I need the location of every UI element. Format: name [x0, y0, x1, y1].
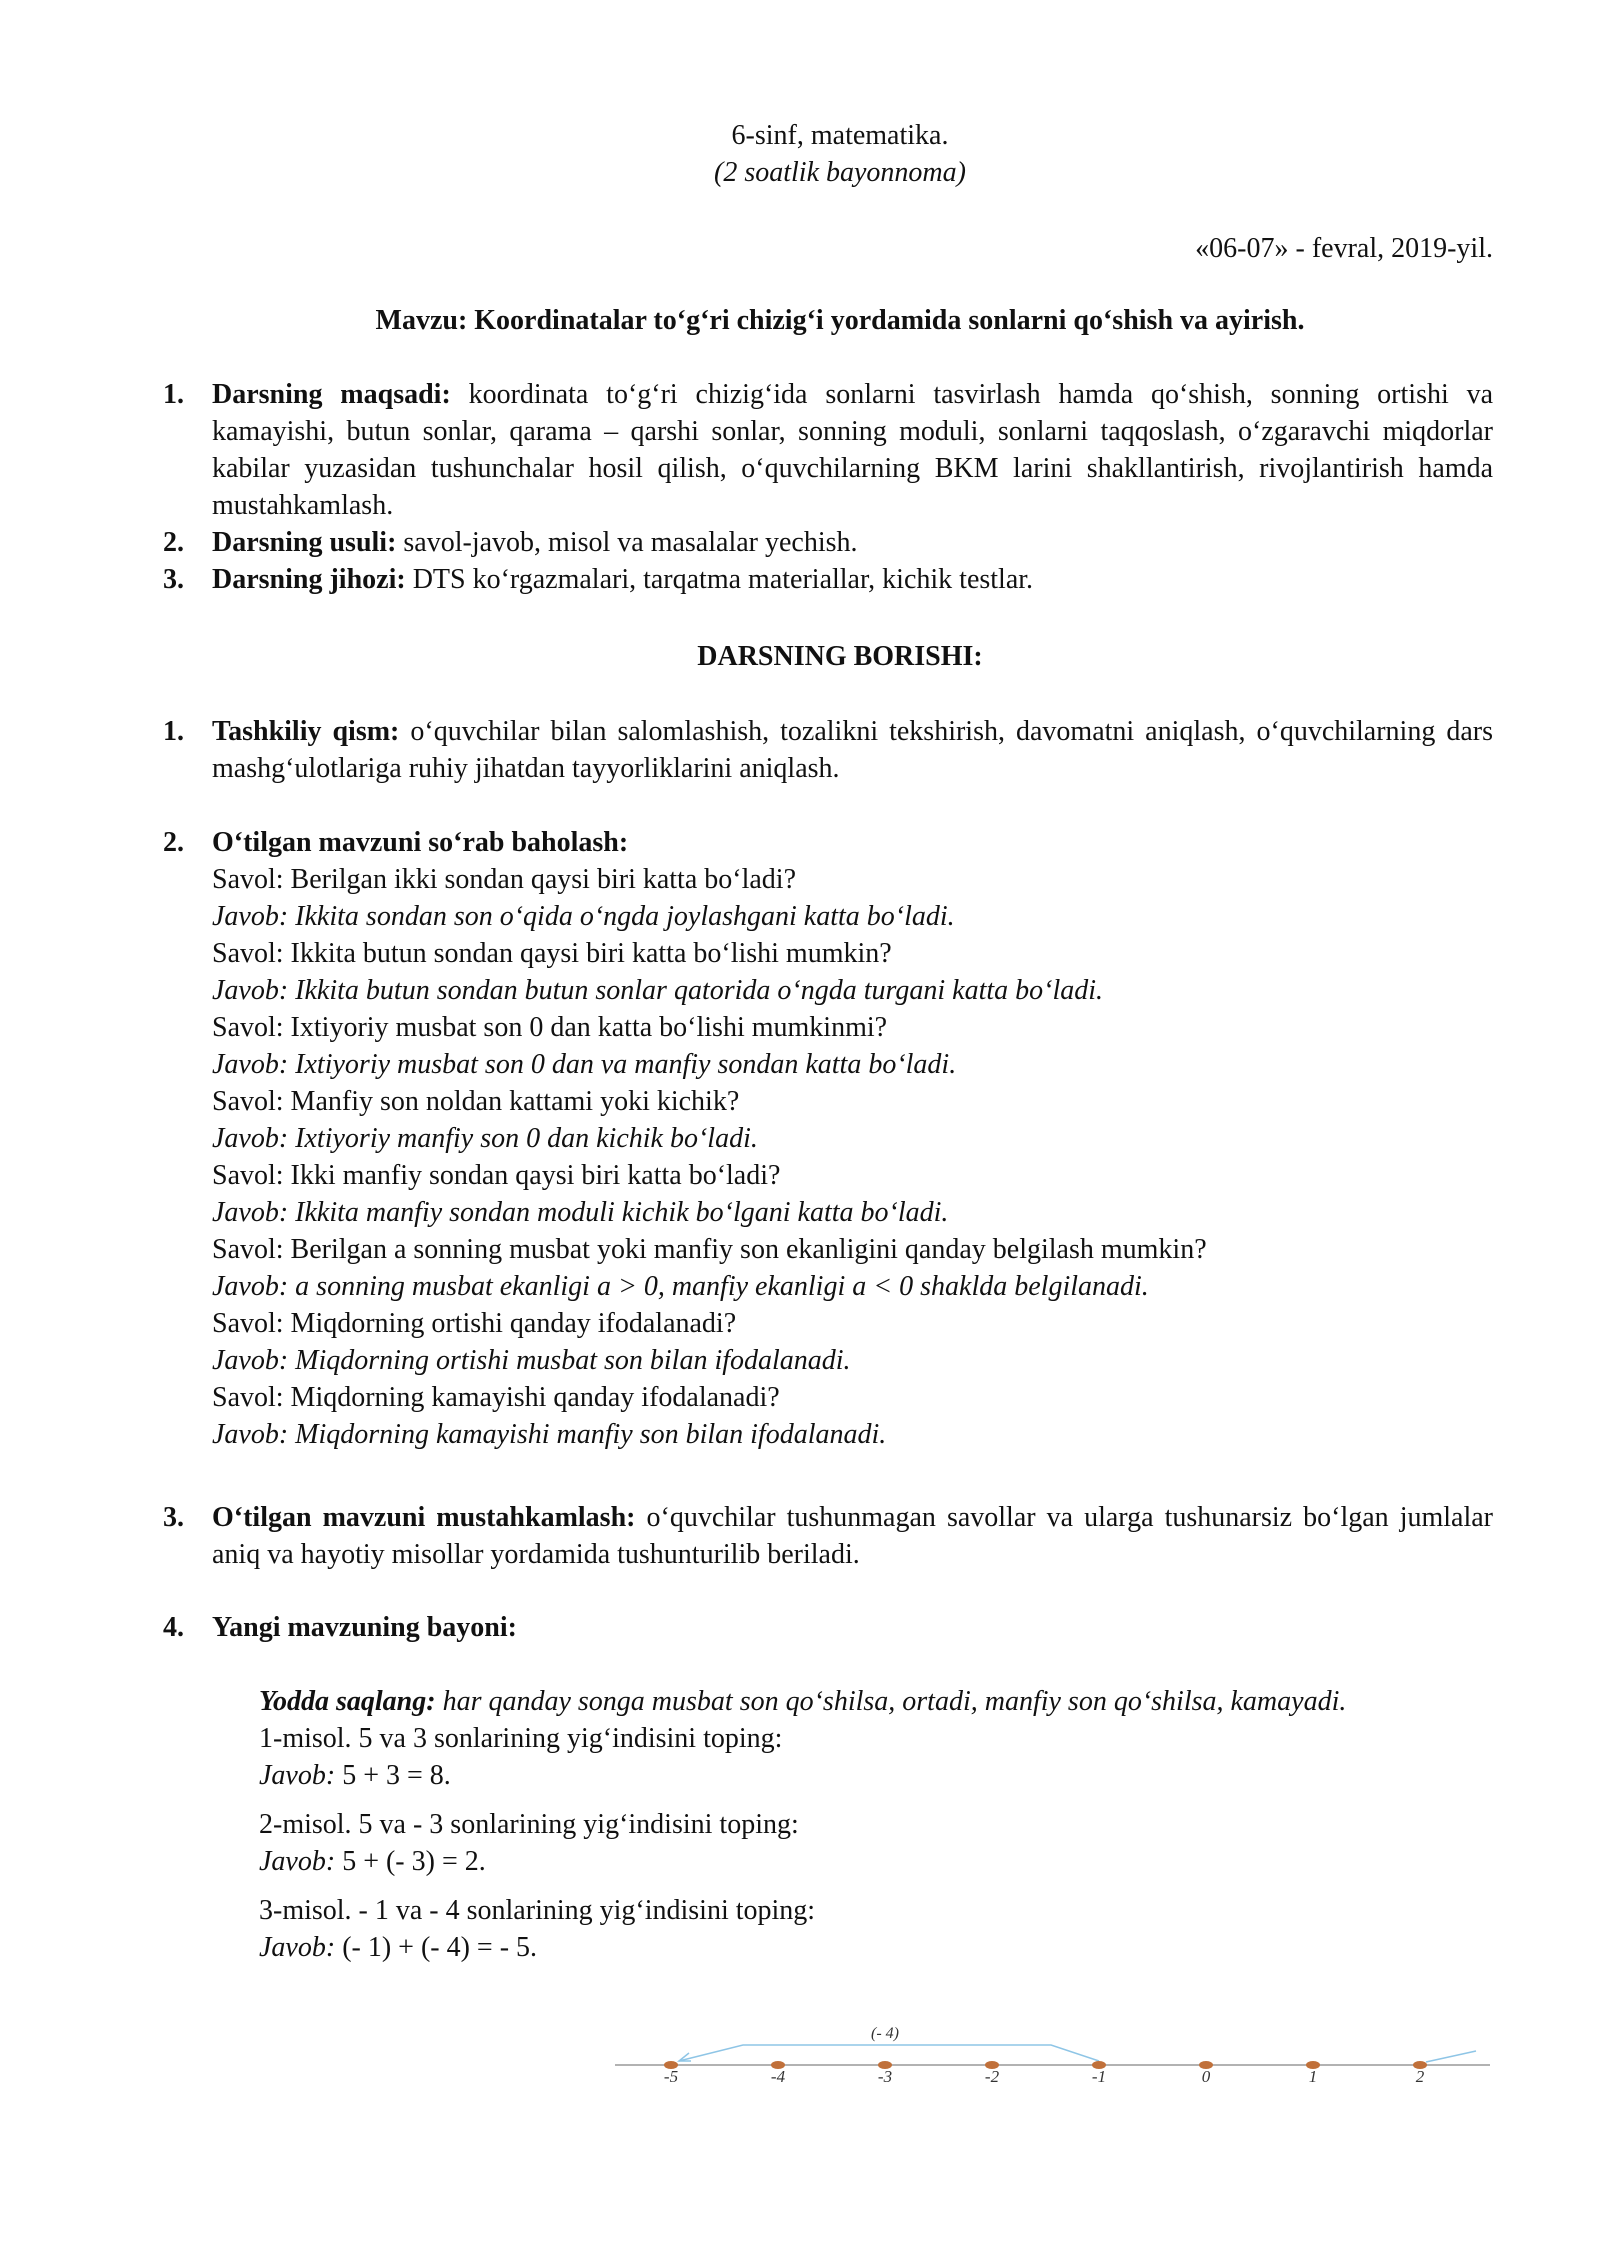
example-answer	[259, 1929, 1493, 1966]
tick-label: -5	[663, 2067, 679, 2084]
new-topic-heading	[0, 1609, 1600, 1646]
example-task: 1-misol. 5 va 3 sonlarining yig‘indisini toping:	[259, 1723, 783, 1754]
answer	[212, 1416, 1600, 1453]
item-label: O‘tilgan mavzuni mustahkamlash:	[212, 1502, 636, 1533]
lesson-duration	[0, 154, 1600, 191]
item-number: 3.	[163, 1502, 184, 1533]
review-section	[0, 824, 1600, 1453]
answer-text: Javob: a sonning musbat ekanligi a > 0, manfiy ekanligi a < 0 shaklda belgilanadi.	[212, 1271, 1149, 1302]
question: Savol: Miqdorning kamayishi qanday ifodalanadi?	[212, 1382, 780, 1413]
remember-text: har qanday songa musbat son qo‘shilsa, ortadi, manfiy son qo‘shilsa, kamayadi.	[435, 1686, 1347, 1717]
answer-label: Javob:	[259, 1760, 336, 1791]
item-label: O‘tilgan mavzuni so‘rab baholash:	[212, 827, 629, 858]
tick-label: 1	[1308, 2067, 1318, 2084]
item-number: 1.	[163, 716, 184, 747]
start-arrow	[1426, 2051, 1476, 2062]
remember-label: Yodda saqlang:	[259, 1686, 436, 1717]
answer	[212, 1268, 1600, 1305]
item-text: savol-javob, misol va masalalar yechish.	[396, 527, 858, 558]
tick-label: -1	[1091, 2067, 1107, 2084]
example-task: 2-misol. 5 va - 3 sonlarining yig‘indisini toping:	[259, 1809, 799, 1840]
example-answer	[259, 1757, 1493, 1794]
answer	[212, 1120, 1600, 1157]
item-number: 1.	[163, 379, 184, 410]
tick-label: -3	[877, 2067, 893, 2084]
item-text: o‘quvchilar tushunmagan savollar va ularga tushunarsiz bo‘lgan jumlalar aniq va hayotiy misollar yordamida tushunturilib beriladi.	[212, 1502, 1493, 1570]
answer-text: Javob: Ixtiyoriy musbat son 0 dan va manfiy sondan katta bo‘ladi.	[212, 1049, 957, 1080]
item-number: 3.	[163, 564, 184, 595]
answer	[212, 898, 1600, 935]
answer-text: Javob: Miqdorning ortishi musbat son bilan ifodalanadi.	[212, 1345, 851, 1376]
answer-text: Javob: Miqdorning kamayishi manfiy son bilan ifodalanadi.	[212, 1419, 887, 1450]
question: Savol: Ixtiyoriy musbat son 0 dan katta bo‘lishi mumkinmi?	[212, 1012, 888, 1043]
remember-note	[259, 1683, 1493, 1720]
example-answer	[259, 1843, 1493, 1880]
item-text: koordinata to‘g‘ri chizig‘ida sonlarni tasvirlash hamda qo‘shish, sonning ortishi va kamayishi, butun sonlar, qarama – qarshi sonlar, sonning moduli, sonlarni taqqoslash, o‘zgaravchi miqdorlar kabilar yuzasidan tushunchalar hosil qilish, o‘quvchilarning BKM larini shakllantirish, rivojlantirish hamda mustahkamlash.	[212, 379, 1494, 521]
lesson-duration-text: (2 soatlik bayonnoma)	[714, 157, 966, 188]
new-topic-section	[0, 1609, 1600, 1646]
organizational-part	[0, 713, 1600, 787]
lesson-date: «06-07» - fevral, 2019-yil.	[1195, 233, 1493, 264]
answer-formula: (- 1) + (- 4) = - 5.	[335, 1932, 538, 1963]
consolidation-item	[0, 1499, 1600, 1573]
answer-label: Javob:	[259, 1846, 336, 1877]
jump-arrow-minus-4	[679, 2045, 1099, 2061]
new-topic-body	[259, 1683, 1493, 1966]
org-item	[0, 713, 1600, 787]
answer	[212, 972, 1600, 1009]
intro-item-method	[0, 524, 1600, 561]
answer-text: Javob: Ikkita manfiy sondan moduli kichik bo‘lgani katta bo‘ladi.	[212, 1197, 949, 1228]
intro-item-equipment	[0, 561, 1600, 598]
answer-text: Javob: Ikkita butun sondan butun sonlar qatorida o‘ngda turgani katta bo‘ladi.	[212, 975, 1104, 1006]
question: Savol: Ikki manfiy sondan qaysi biri katta bo‘ladi?	[212, 1160, 781, 1191]
tick-label: -2	[984, 2067, 1000, 2084]
answer-formula: 5 + 3 = 8.	[335, 1760, 451, 1791]
question: Savol: Berilgan a sonning musbat yoki manfiy son ekanligini qanday belgilash mumkin?	[212, 1234, 1207, 1265]
question: Savol: Miqdorning ortishi qanday ifodalanadi?	[212, 1308, 737, 1339]
number-line	[615, 2024, 1495, 2084]
section-heading: DARSNING BORISHI:	[697, 641, 983, 672]
answer-text: Javob: Ixtiyoriy manfiy son 0 dan kichik bo‘ladi.	[212, 1123, 758, 1154]
tick-label: 0	[1201, 2067, 1211, 2084]
item-label: Darsning jihozi:	[212, 564, 406, 595]
item-number: 2.	[163, 527, 184, 558]
review-heading	[0, 824, 1600, 861]
item-label: Tashkiliy qism:	[212, 716, 400, 747]
question: Savol: Manfiy son noldan kattami yoki kichik?	[212, 1086, 740, 1117]
item-number: 2.	[163, 827, 184, 858]
answer-label: Javob:	[259, 1932, 336, 1963]
answer	[212, 1194, 1600, 1231]
answer	[212, 1046, 1600, 1083]
answer-formula: 5 + (- 3) = 2.	[335, 1846, 486, 1877]
tick-label: -4	[770, 2067, 786, 2084]
item-text: o‘quvchilar bilan salomlashish, tozalikni tekshirish, davomatni aniqlash, o‘quvchilarning dars mashg‘ulotlariga ruhiy jihatdan tayyorliklarini aniqlash.	[212, 716, 1493, 784]
lesson-topic: Mavzu: Koordinatalar to‘g‘ri chizig‘i yordamida sonlarni qo‘shish va ayirish.	[375, 305, 1305, 336]
question: Savol: Ikkita butun sondan qaysi biri katta bo‘lishi mumkin?	[212, 938, 892, 969]
consolidation-section	[0, 1499, 1600, 1573]
item-number: 4.	[163, 1612, 184, 1643]
lesson-intro-list	[0, 376, 1600, 598]
item-text: DTS ko‘rgazmalari, tarqatma materiallar, kichik testlar.	[405, 564, 1034, 595]
question: Savol: Berilgan ikki sondan qaysi biri katta bo‘ladi?	[212, 864, 796, 895]
qa-list	[0, 861, 1600, 1453]
grade-subject: 6-sinf, matematika.	[731, 120, 949, 151]
item-label: Darsning maqsadi:	[212, 379, 451, 410]
tick-label: 2	[1415, 2067, 1425, 2084]
jump-label: (- 4)	[871, 2025, 899, 2042]
example-task: 3-misol. - 1 va - 4 sonlarining yig‘indisini toping:	[259, 1895, 816, 1926]
answer	[212, 1342, 1600, 1379]
answer-text: Javob: Ikkita sondan son o‘qida o‘ngda joylashgani katta bo‘ladi.	[212, 901, 955, 932]
intro-item-goal	[0, 376, 1600, 524]
item-label: Yangi mavzuning bayoni:	[212, 1612, 517, 1643]
item-label: Darsning usuli:	[212, 527, 397, 558]
